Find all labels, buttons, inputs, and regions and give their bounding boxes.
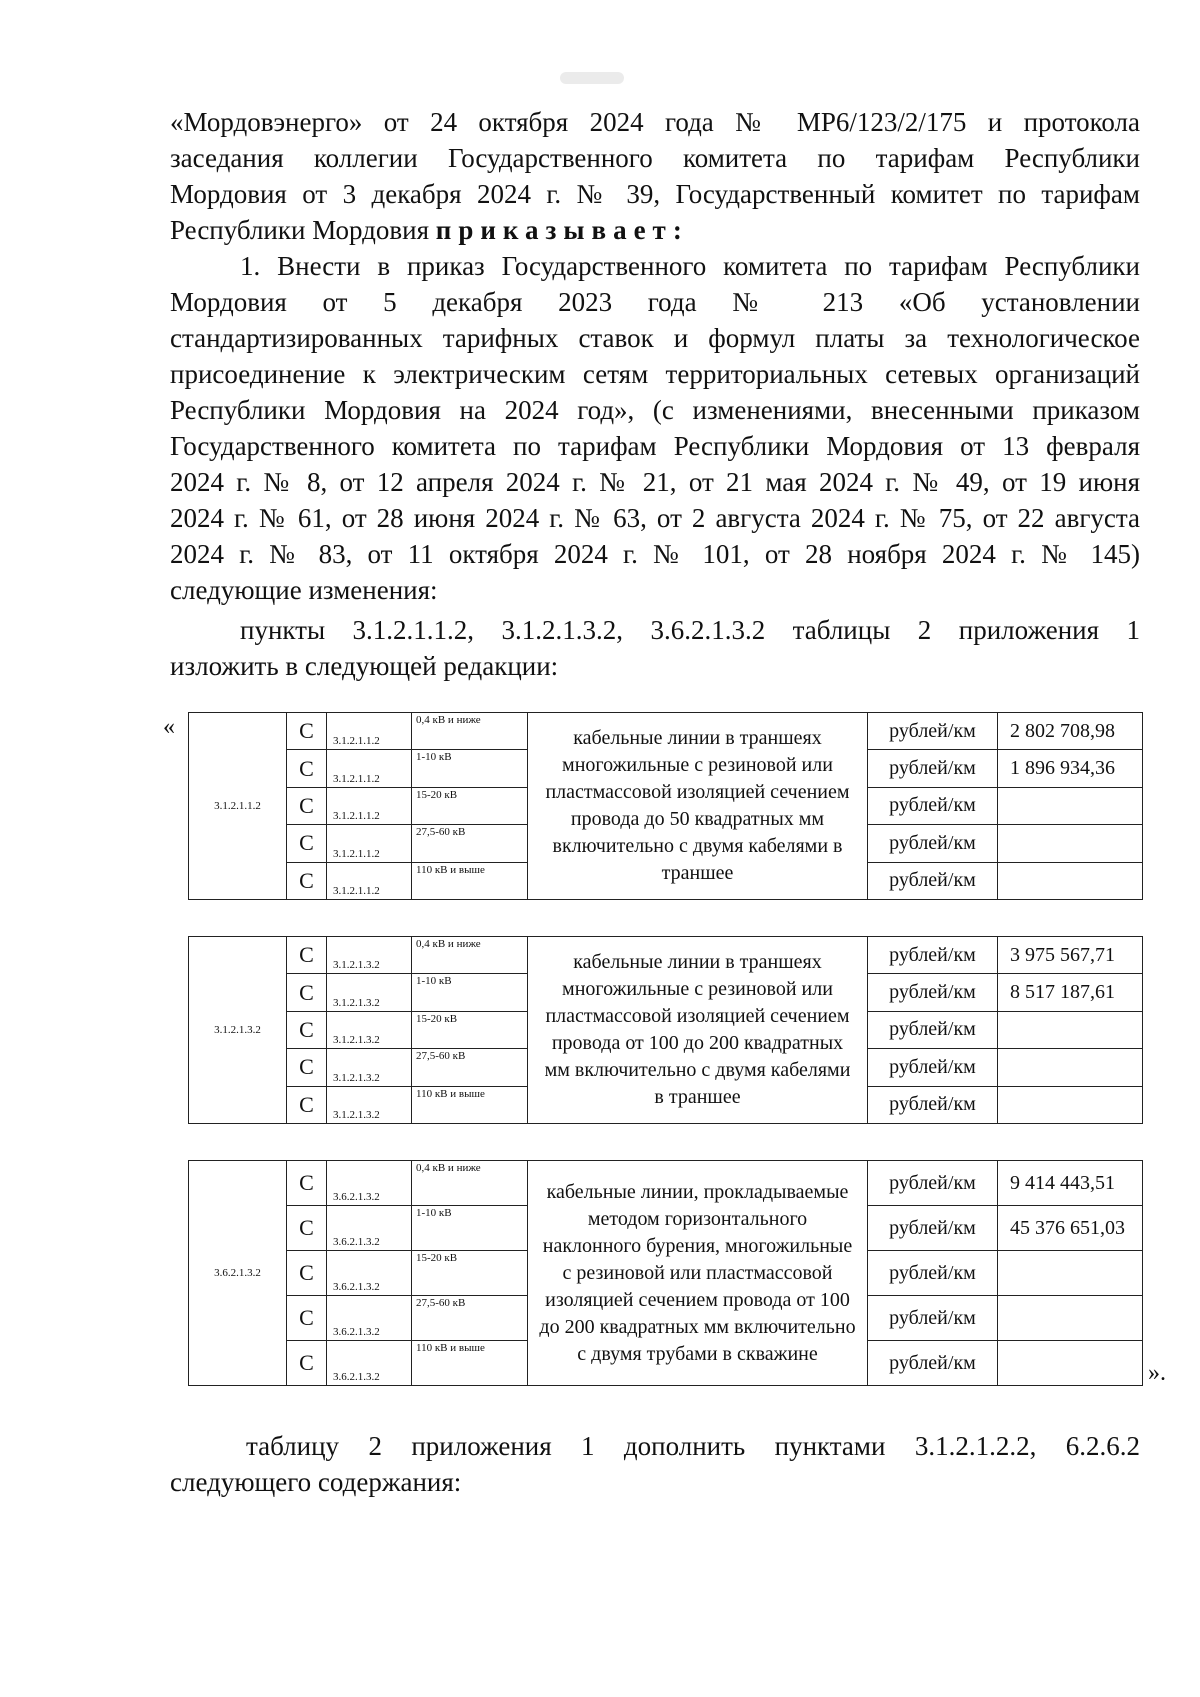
sub-code: 3.1.2.1.1.2 [327,750,412,787]
value-cell: 8 517 187,61 [998,974,1143,1011]
unit-cell: рублей/км [868,937,998,974]
sub-code: 3.1.2.1.3.2 [327,1049,412,1086]
c-cell: С [287,1251,327,1296]
value-cell: 3 975 567,71 [998,937,1143,974]
order-word: приказывает: [435,215,689,245]
points-paragraph [170,612,1140,684]
voltage-label: 110 кВ и выше [412,1341,528,1386]
item-1-line: 2024 г. № 8, от 12 апреля 2024 г. № 21, от 21 мая 2024 г. № 49, от 19 июня [170,467,1140,497]
item-1-line: следующие изменения: [170,575,438,605]
open-quote: « [163,714,175,740]
item-1-paragraph [170,248,1140,608]
value-cell [998,1341,1143,1386]
item-1-line: Республики Мордовия на 2024 год», (с изменениями, внесенными приказом [170,395,1140,425]
table-row [189,1161,1143,1206]
unit-cell: рублей/км [868,1251,998,1296]
voltage-label: 110 кВ и выше [412,1086,528,1123]
tariff-table [188,1160,1143,1386]
points-line: пункты 3.1.2.1.1.2, 3.1.2.1.3.2, 3.6.2.1.3.2 таблицы 2 приложения 1 [240,615,1140,645]
c-cell: С [287,1206,327,1251]
unit-cell: рублей/км [868,1011,998,1048]
item-1-line: 2024 г. № 61, от 28 июня 2024 г. № 63, от 2 августа 2024 г. № 75, от 22 августа [170,503,1140,533]
voltage-label: 15-20 кВ [412,1011,528,1048]
c-cell: С [287,862,327,899]
line-description: кабельные линии в траншеях многожильные с резиновой или пластмассовой изоляцией сечением провода от 100 до 200 квадратных мм включительно с двумя кабелями в траншее [528,937,868,1124]
c-cell: С [287,1341,327,1386]
value-cell: 45 376 651,03 [998,1206,1143,1251]
voltage-label: 27,5-60 кВ [412,825,528,862]
value-cell: 9 414 443,51 [998,1161,1143,1206]
sub-code: 3.1.2.1.1.2 [327,787,412,824]
tariff-table [188,936,1143,1124]
intro-line: Мордовия от 3 декабря 2024 г. № 39, Государственный комитет по тарифам [170,179,1140,209]
item-1-line: 1. Внести в приказ Государственного комитета по тарифам Республики [240,251,1140,281]
c-cell: С [287,825,327,862]
c-cell: С [287,787,327,824]
sub-code: 3.1.2.1.3.2 [327,974,412,1011]
addition-line: следующего содержания: [170,1467,462,1497]
c-cell: С [287,1086,327,1123]
unit-cell: рублей/км [868,974,998,1011]
sub-code: 3.1.2.1.3.2 [327,937,412,974]
unit-cell: рублей/км [868,1161,998,1206]
item-1-line: присоединение к электрическим сетям территориальных сетевых организаций [170,359,1140,389]
line-description: кабельные линии в траншеях многожильные с резиновой или пластмассовой изоляцией сечением провода до 50 квадратных мм включительно с двумя кабелями в траншее [528,713,868,900]
sub-code: 3.1.2.1.3.2 [327,1086,412,1123]
voltage-label: 27,5-60 кВ [412,1296,528,1341]
value-cell [998,862,1143,899]
sub-code: 3.6.2.1.3.2 [327,1296,412,1341]
voltage-label: 15-20 кВ [412,1251,528,1296]
tariff-table [188,712,1143,900]
voltage-label: 0,4 кВ и ниже [412,937,528,974]
c-cell: С [287,1049,327,1086]
c-cell: С [287,1296,327,1341]
unit-cell: рублей/км [868,1296,998,1341]
c-cell: С [287,974,327,1011]
table-row [189,713,1143,750]
sub-code: 3.1.2.1.1.2 [327,713,412,750]
sub-code: 3.6.2.1.3.2 [327,1251,412,1296]
unit-cell: рублей/км [868,1341,998,1386]
value-cell [998,825,1143,862]
line-description: кабельные линии, прокладываемые методом горизонтального наклонного бурения, многожильные с резиновой или пластмассовой изоляцией сечением провода от 100 до 200 квадратных мм включительно с двумя трубами в скважине [528,1161,868,1386]
intro-paragraph [170,104,1140,248]
voltage-label: 0,4 кВ и ниже [412,1161,528,1206]
unit-cell: рублей/км [868,1049,998,1086]
unit-cell: рублей/км [868,1086,998,1123]
sub-code: 3.1.2.1.3.2 [327,1011,412,1048]
voltage-label: 0,4 кВ и ниже [412,713,528,750]
intro-last-line [170,212,1140,248]
points-line: изложить в следующей редакции: [170,651,559,681]
intro-line-start: Республики Мордовия [170,215,436,245]
voltage-label: 27,5-60 кВ [412,1049,528,1086]
unit-cell: рублей/км [868,787,998,824]
value-cell [998,1086,1143,1123]
value-cell [998,1049,1143,1086]
value-cell [998,1011,1143,1048]
item-code: 3.1.2.1.1.2 [189,713,287,900]
value-cell [998,787,1143,824]
addition-paragraph [170,1428,1140,1500]
table-row [189,937,1143,974]
sub-code: 3.6.2.1.3.2 [327,1206,412,1251]
unit-cell: рублей/км [868,862,998,899]
sub-code: 3.1.2.1.1.2 [327,825,412,862]
item-1-line: 2024 г. № 83, от 11 октября 2024 г. № 101, от 28 ноября 2024 г. № 145) [170,539,1140,569]
unit-cell: рублей/км [868,750,998,787]
voltage-label: 1-10 кВ [412,750,528,787]
unit-cell: рублей/км [868,713,998,750]
item-code: 3.6.2.1.3.2 [189,1161,287,1386]
voltage-label: 1-10 кВ [412,1206,528,1251]
close-quote: ». [1148,1360,1166,1386]
value-cell: 1 896 934,36 [998,750,1143,787]
item-1-line: стандартизированных тарифных ставок и формул платы за технологическое [170,323,1140,353]
unit-cell: рублей/км [868,825,998,862]
value-cell: 2 802 708,98 [998,713,1143,750]
c-cell: С [287,1161,327,1206]
c-cell: С [287,713,327,750]
intro-line: заседания коллегии Государственного комитета по тарифам Республики [170,143,1140,173]
item-code: 3.1.2.1.3.2 [189,937,287,1124]
value-cell [998,1251,1143,1296]
intro-line: «Мордовэнерго» от 24 октября 2024 года № МР6/123/2/175 и протокола [170,107,1140,137]
sub-code: 3.6.2.1.3.2 [327,1161,412,1206]
item-1-line: Государственного комитета по тарифам Республики Мордовия от 13 февраля [170,431,1140,461]
value-cell [998,1296,1143,1341]
unit-cell: рублей/км [868,1206,998,1251]
addition-line: таблицу 2 приложения 1 дополнить пунктами 3.1.2.1.2.2, 6.2.6.2 [246,1431,1140,1461]
c-cell: С [287,1011,327,1048]
sub-code: 3.1.2.1.1.2 [327,862,412,899]
c-cell: С [287,937,327,974]
scan-smudge [560,72,624,84]
voltage-label: 110 кВ и выше [412,862,528,899]
voltage-label: 1-10 кВ [412,974,528,1011]
item-1-line: Мордовия от 5 декабря 2023 года № 213 «Об установлении [170,287,1140,317]
sub-code: 3.6.2.1.3.2 [327,1341,412,1386]
c-cell: С [287,750,327,787]
voltage-label: 15-20 кВ [412,787,528,824]
